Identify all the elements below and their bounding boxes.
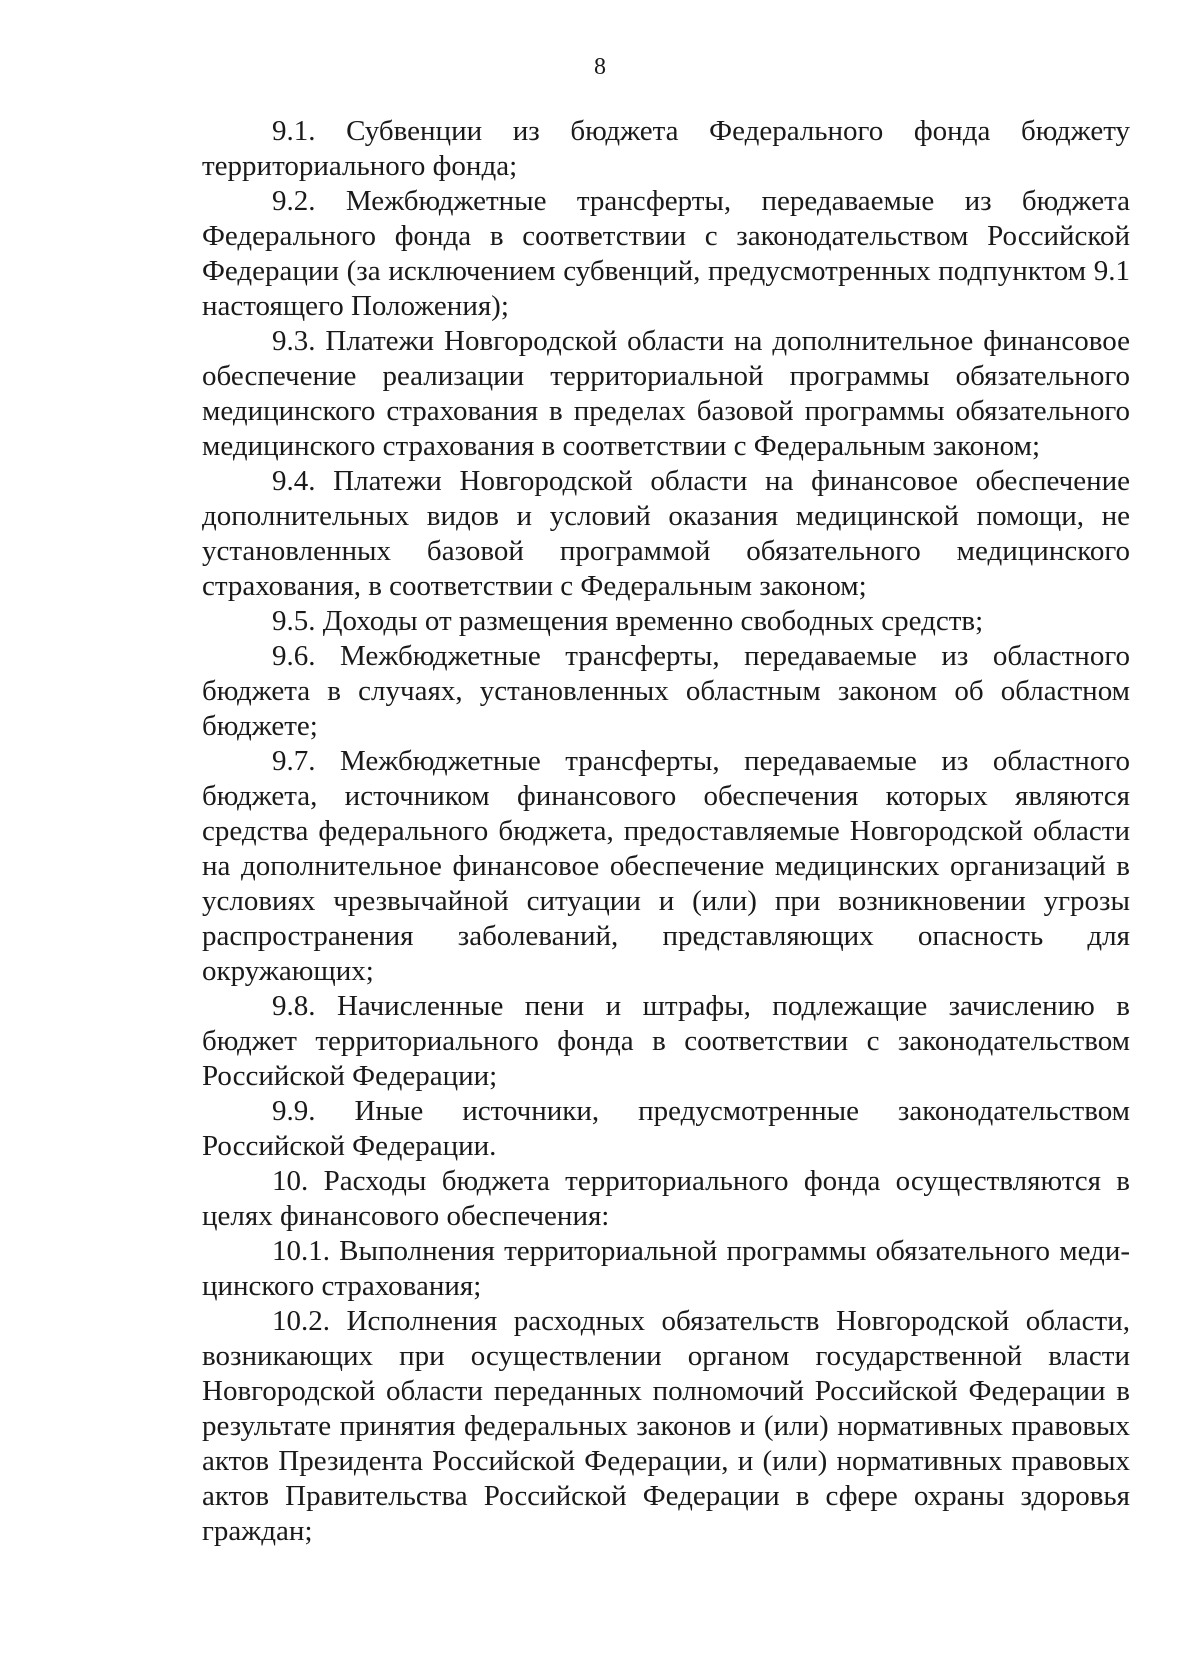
paragraph-10: 10. Расходы бюджета территориального фонда осуществляются в целях финансового обеспечения:	[202, 1165, 1130, 1232]
document-body	[202, 114, 1130, 1549]
paragraph-9-3: 9.3. Платежи Новгородской области на дополнительное финансовое обеспечение реализации территориальной программы обязательного медицинского страхования в пределах базовой программы обязательного медицинского страхования в соответствии с Федеральным законом;	[202, 325, 1130, 462]
paragraph-9-1: 9.1. Субвенции из бюджета Федерального фонда бюджету территориального фонда;	[202, 115, 1130, 182]
paragraph-9-6: 9.6. Межбюджетные трансферты, передаваемые из областного бюджета в случаях, установленных областным законом об областном бюджете;	[202, 640, 1130, 742]
paragraph-10-2: 10.2. Исполнения расходных обязательств Новгородской области, возникающих при осуществлении органом государственной власти Новгородской области переданных полномочий Российской Федерации в результате принятия федеральных законов и (или) нормативных правовых актов Президента Российской Федерации, и (или) нормативных правовых актов Правительства Российской Федерации в сфере охраны здоровья граждан;	[202, 1305, 1130, 1547]
paragraph-9-2: 9.2. Межбюджетные трансферты, передаваемые из бюджета Федерального фонда в соответствии с законодательством Российской Федерации (за исключением субвенций, предусмотренных подпунктом 9.1 настоящего Положения);	[202, 185, 1130, 322]
paragraph-9-8: 9.8. Начисленные пени и штрафы, подлежащие зачислению в бюджет территориального фонда в соответствии с законодательством Российской Федерации;	[202, 990, 1130, 1092]
page-number: 8	[594, 54, 606, 80]
paragraph-9-4: 9.4. Платежи Новгородской области на финансовое обеспечение дополнительных видов и условий оказания медицинской помощи, не установленных базовой программой обязательного медицинского страхования, в соответствии с Федеральным законом;	[202, 465, 1130, 602]
paragraph-9-7: 9.7. Межбюджетные трансферты, передаваемые из областного бюджета, источником финансового обеспечения которых являются средства федерального бюджета, предоставляемые Новгородской области на дополнительное финансовое обеспечение медицинских организаций в условиях чрезвычайной ситуации и (или) при возникновении угрозы распространения заболеваний, представляющих опасность для окружающих;	[202, 745, 1130, 987]
paragraph-9-5: 9.5. Доходы от размещения временно свободных средств;	[272, 605, 984, 637]
paragraph-9-9: 9.9. Иные источники, предусмотренные законодательством Российской Федерации.	[202, 1095, 1130, 1162]
paragraph-10-1: 10.1. Выполнения территориальной программы обязательного меди-цинского страхования;	[202, 1235, 1130, 1302]
